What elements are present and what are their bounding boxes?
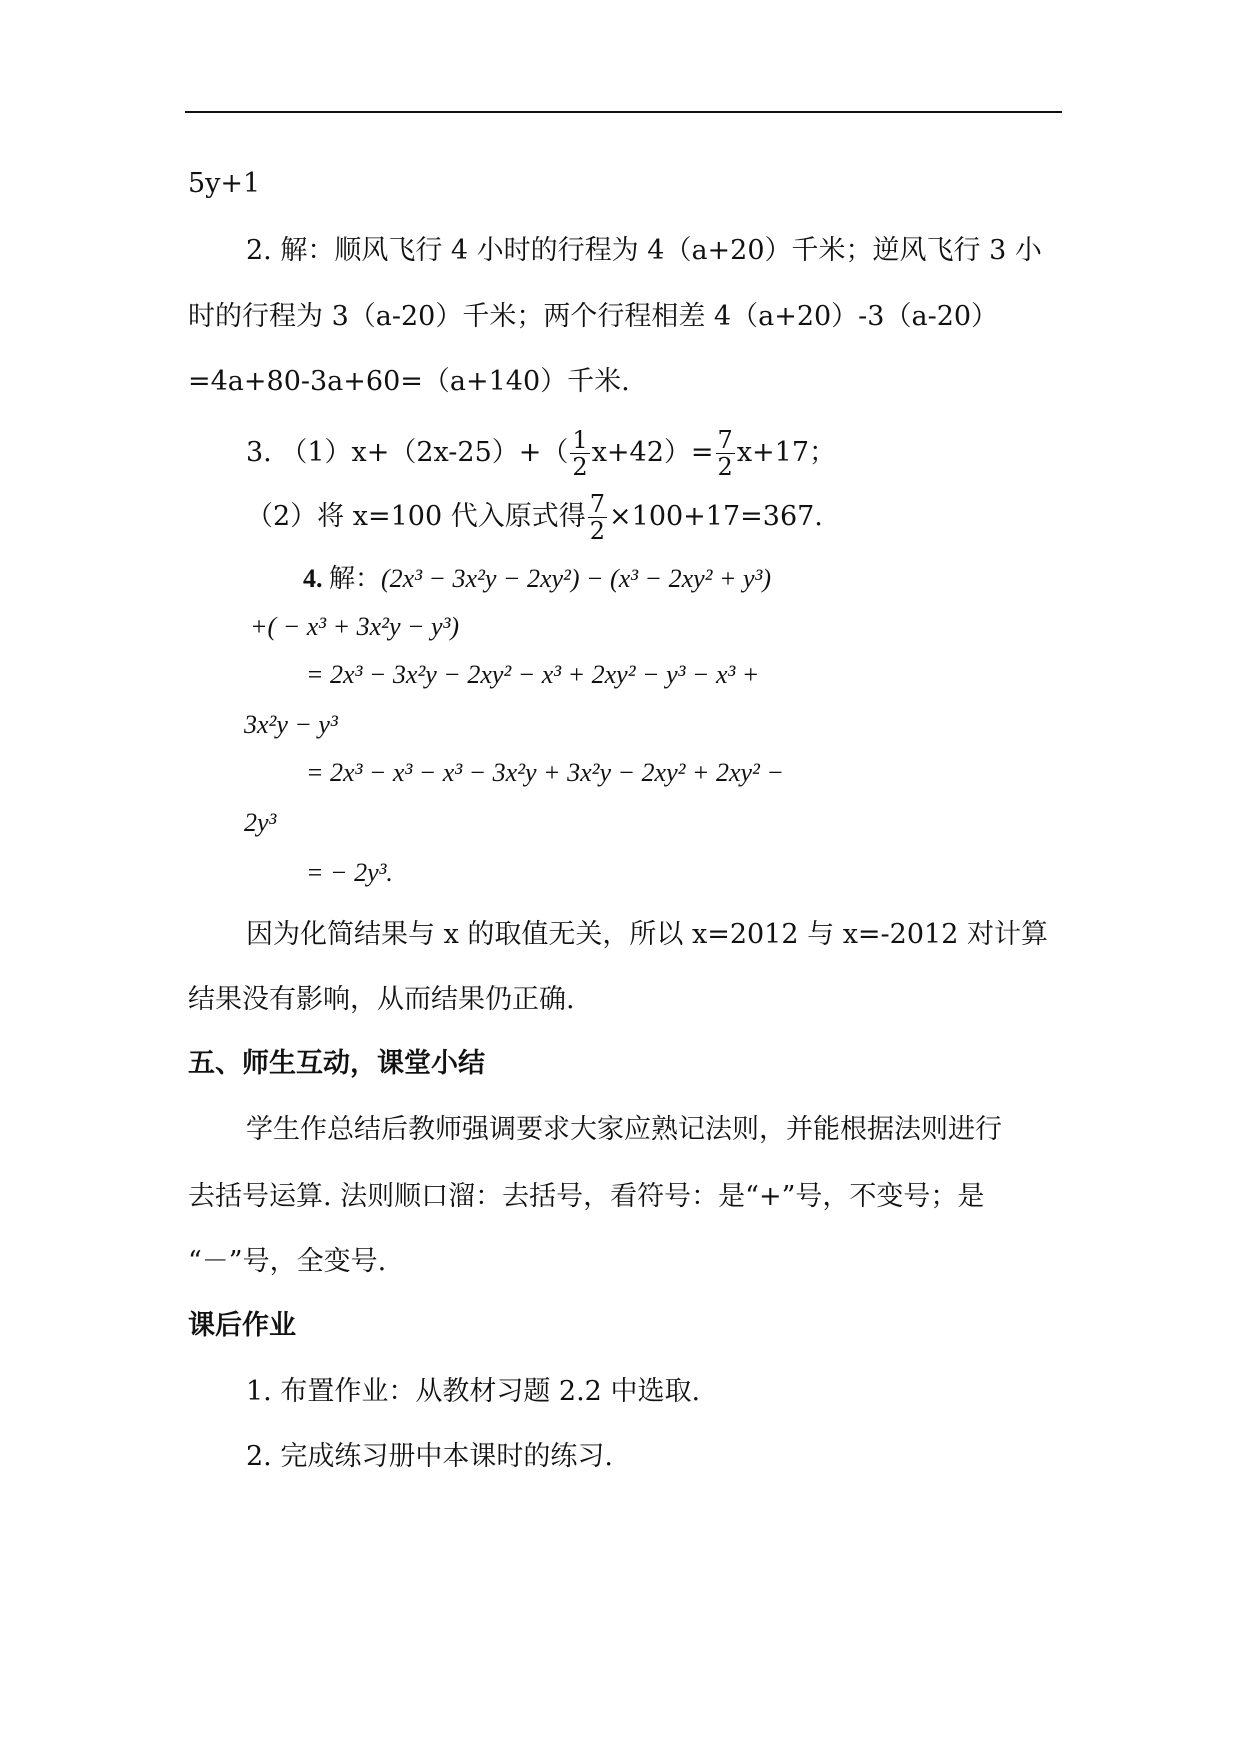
fraction-denominator: 2 [589, 517, 606, 545]
text-line: “－”号，全变号. [188, 1246, 387, 1277]
text-line: 学生作总结后教师强调要求大家应熟记法则，并能根据法则进行 [246, 1114, 1002, 1145]
section-heading: 五、师生互动，课堂小结 [188, 1048, 485, 1079]
text-span: ×100+17=367. [609, 501, 823, 532]
fraction-denominator: 2 [717, 453, 733, 481]
text-span: x+42）= [591, 437, 714, 468]
math-expression: = − 2y³. [306, 858, 393, 887]
equation-4-line6 [244, 806, 276, 840]
text-span: x+17； [736, 437, 837, 468]
fraction [570, 427, 589, 480]
text-line: 因为化简结果与 x 的取值无关，所以 x=2012 与 x=-2012 对计算 [246, 919, 1048, 950]
text-line: =4a+80-3a+60=（a+140）千米. [188, 366, 630, 397]
math-expression: 3x²y − y³ [244, 710, 338, 739]
item-number: 4. [303, 564, 323, 593]
equation-4-line2 [250, 610, 459, 644]
equation-4-line4 [244, 708, 338, 742]
fraction-numerator: 7 [717, 426, 733, 454]
section-heading: 课后作业 [188, 1310, 296, 1341]
fraction-numerator: 1 [572, 426, 588, 454]
math-expression: +( − x³ + 3x²y − y³) [250, 612, 460, 641]
math-expression: (2x³ − 3x²y − 2xy²) − (x³ − 2xy² + y³) [381, 564, 772, 593]
fraction-numerator: 7 [589, 490, 606, 518]
math-expression: 2y³ [244, 808, 277, 837]
text-line: 5y+1 [188, 168, 261, 199]
fraction-denominator: 2 [572, 453, 588, 481]
text-line: 2. 解：顺风飞行 4 小时的行程为 4（a+20）千米；逆风飞行 3 小 [246, 235, 1042, 266]
equation-4-line7 [306, 856, 393, 890]
text-span: 3. （1）x+（2x-25）+（ [246, 437, 569, 468]
text-span: （2）将 x=100 代入原式得 [246, 501, 586, 532]
equation-3-2 [246, 491, 823, 544]
fraction [588, 491, 607, 544]
math-expression: = 2x³ − x³ − x³ − 3x²y + 3x²y − 2xy² + 2xy² − [306, 758, 784, 787]
equation-4-line3 [306, 658, 759, 692]
text-line: 去括号运算. 法则顺口溜：去括号，看符号：是“+”号，不变号；是 [188, 1181, 985, 1212]
text-line: 结果没有影响，从而结果仍正确. [188, 984, 575, 1015]
text-line: 时的行程为 3（a-20）千米；两个行程相差 4（a+20）-3（a-20） [188, 301, 999, 332]
fraction [716, 427, 735, 480]
text-line: 2. 完成练习册中本课时的练习. [246, 1441, 613, 1472]
equation-4-line5 [306, 756, 784, 790]
math-expression: = 2x³ − 3x²y − 2xy² − x³ + 2xy² − y³ − x³ + [306, 660, 760, 689]
text-span: 解： [329, 564, 382, 593]
header-rule [185, 111, 1062, 113]
equation-4-line1 [303, 562, 771, 596]
equation-3-1 [246, 427, 836, 480]
text-line: 1. 布置作业：从教材习题 2.2 中选取. [246, 1376, 701, 1407]
